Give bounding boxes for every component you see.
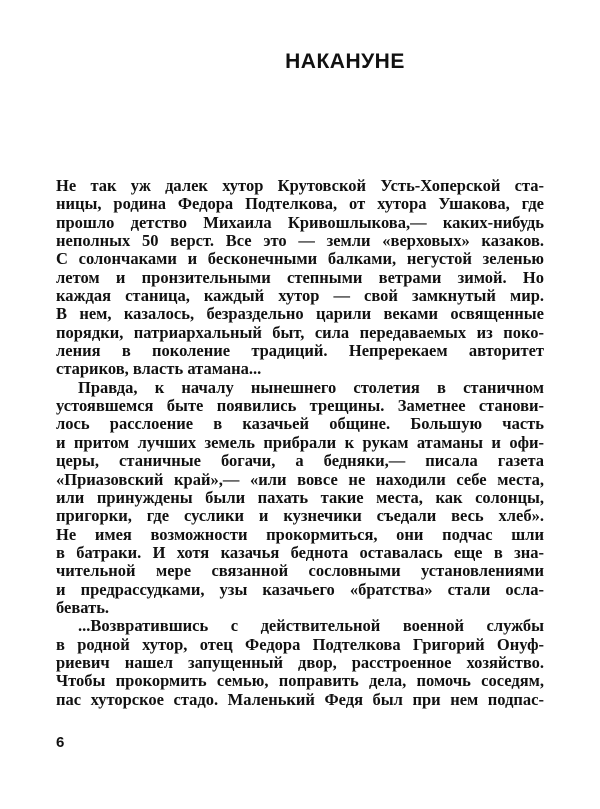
text-line: и предрассудками, узы казачьего «братства» стали осла- xyxy=(56,579,544,599)
body-text xyxy=(56,177,544,709)
text-line: Чтобы прокормить семью, поправить дела, помочь соседям, xyxy=(56,671,544,691)
text-line: В нем, казалось, безраздельно царили веками освященные xyxy=(56,304,544,324)
text-line: пас хуторское стадо. Маленький Федя был при нем подпас- xyxy=(56,689,544,709)
text-line: в родной хутор, отец Федора Подтелкова Григорий Онуф- xyxy=(56,634,544,654)
text-line: лось расслоение в казачьей общине. Большую часть xyxy=(56,414,544,434)
text-line: и притом лучших земель прибрали к рукам атаманы и офи- xyxy=(56,432,544,452)
paragraph xyxy=(56,177,544,379)
text-line: летом и пронзительными степными ветрами зимой. Но xyxy=(56,267,544,287)
text-line: риевич нашел запущенный двор, расстроенное хозяйство. xyxy=(56,652,544,672)
text-line: стариков, власть атамана... xyxy=(56,359,262,379)
text-line: Не так уж далек хутор Крутовской Усть-Хоперской ста- xyxy=(56,176,544,195)
text-line: в батраки. И хотя казачья беднота оставалась еще в зна- xyxy=(56,542,544,562)
paragraph xyxy=(56,379,544,617)
text-line: церы, станичные богачи, а бедняки,— писала газета xyxy=(56,451,544,471)
text-line: С солончаками и бесконечными балками, негустой зеленью xyxy=(56,249,544,269)
text-line: каждая станица, каждый хутор — свой замкнутый мир. xyxy=(56,286,544,306)
text-line: ...Возвратившись с действительной военной службы xyxy=(78,616,544,636)
text-line: прошло детство Михаила Кривошлыкова,— каких-нибудь xyxy=(56,212,544,232)
text-line: ления в поколение традиций. Непререкаем авторитет xyxy=(56,341,544,361)
text-line: Не имея возможности прокормиться, они подчас шли xyxy=(56,524,544,544)
chapter-title: НАКАНУНЕ xyxy=(285,50,405,73)
paragraph xyxy=(56,617,544,709)
text-line: «Приазовский край»,— «или вовсе не находили себе места, xyxy=(56,469,544,489)
text-line: порядки, патриархальный быт, сила передаваемых из поко- xyxy=(56,322,544,342)
text-line: бевать. xyxy=(56,597,110,617)
text-line: неполных 50 верст. Все это — земли «верховых» казаков. xyxy=(56,231,544,251)
text-line: ницы, родина Федора Подтелкова, от хутора Ушакова, где xyxy=(56,194,544,214)
text-line: пригорки, где суслики и кузнечики съедали весь хлеб». xyxy=(56,506,544,526)
text-line: или принуждены были пахать такие места, как солонцы, xyxy=(56,487,544,507)
page-number: 6 xyxy=(56,734,65,751)
text-line: устоявшемся быте появились трещины. Заметнее станови- xyxy=(56,396,544,416)
text-line: чительной мере связанной сословными установлениями xyxy=(56,561,544,581)
text-line: Правда, к началу нынешнего столетия в станичном xyxy=(78,377,544,397)
